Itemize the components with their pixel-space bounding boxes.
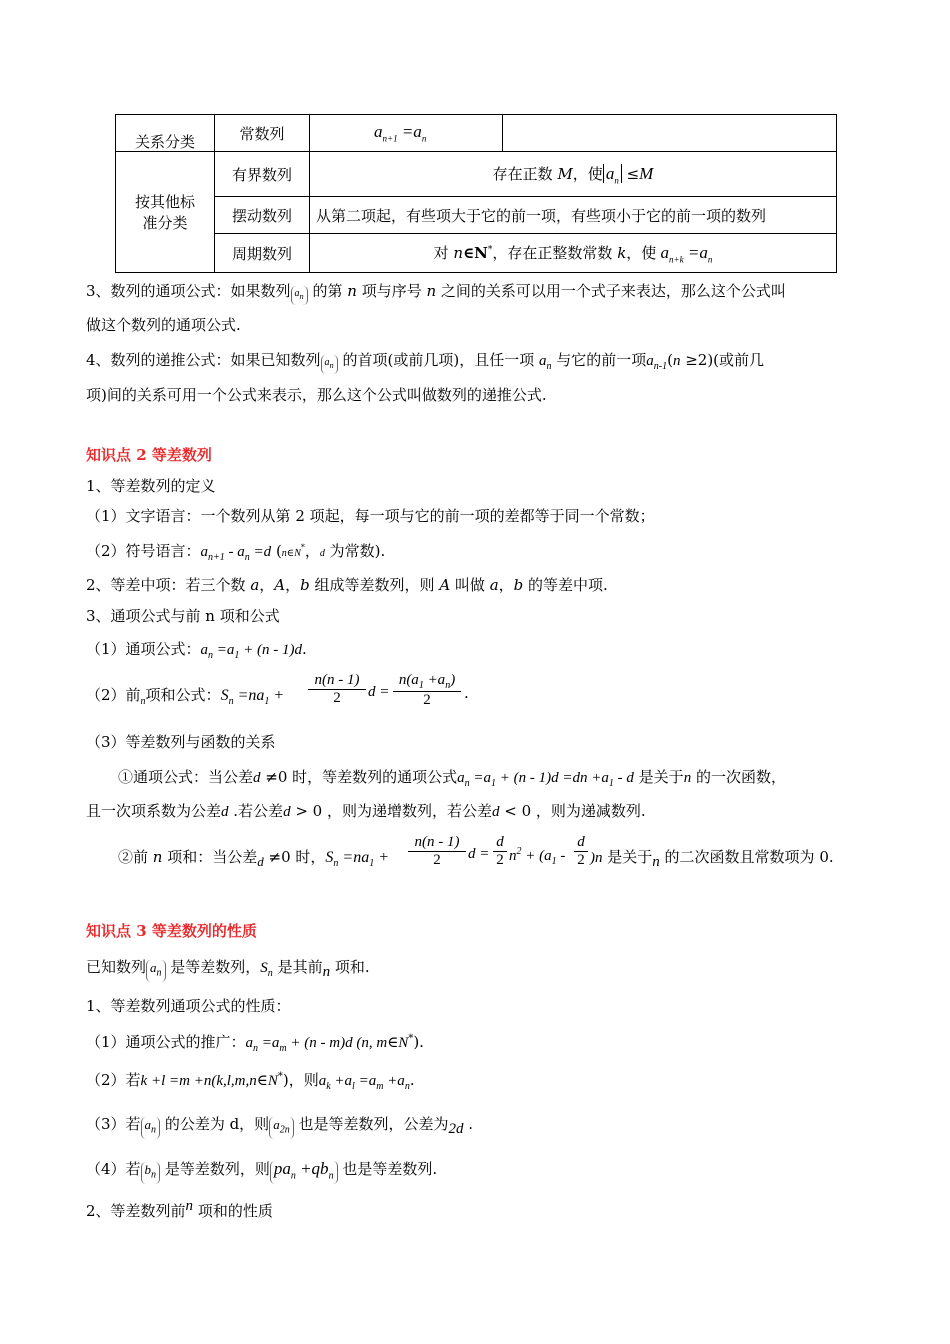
k2-s3: 3、通项公式与前 n 项和公式 [86,607,280,625]
empty-cell [503,115,837,152]
k2-s3c1-line1: ①通项公式：当公差d ≠0 时，等差数列的通项公式$a_n =a_1 + (n - 1)d =dn +a_1 - d$ 是关于n 的一次函数， [118,768,786,789]
p4-line2: 项)间的关系可用一个公式来表示，那么这个公式叫做数列的递推公式. [86,386,547,404]
k2-s1b: （2）符号语言：$a_{n+1} - a_n =d$ (n∈N*，d 为常数). [86,542,386,563]
k3-s1: 1、等差数列通项公式的性质： [86,997,291,1015]
oscillating-seq-cell: 摆动数列 [215,197,310,234]
constant-formula-cell [310,115,503,152]
s3c2-mid1: d = [468,846,490,862]
k3-s1b: （2）若k +l =m +n(k,l,m,n∈N*)，则$a_k +a_l =a_m +a_n$. [86,1071,415,1092]
periodic-desc: 对 n∈N*，存在正整数常数 k，使 $a_{n+k} =a_n$ [433,242,713,265]
k2-s1a: （1）文字语言：一个数列从第 2 项起，每一项与它的前一项的差都等于同一个常数； [86,507,655,525]
bounded-seq-cell: 有界数列 [215,152,310,197]
other-class-cell: 按其他标 准分类 [116,152,215,273]
periodic-seq-cell: 周期数列 [215,234,310,273]
s3b-frac1: n(n - 1) 2 [308,672,366,707]
s3c2-frac2: d 2 [493,834,507,869]
k2-s3c1-line2: 且一次项系数为公差d .若公差d > 0 ，则为递增数列，若公差d < 0 ，则为递减数列. [86,802,646,820]
p4-line1: 4、数列的递推公式：如果已知数列 $a_n$ 的首项(或前几项)，且任一项 $a_n$ 与它的前一项$a_{n-1}(n \ge 2)$(或前几 [86,351,765,372]
k3-s1d: （4）若 $b_n$ 是等差数列，则 $pa_n +qb_n$ 也是等差数列. [86,1158,437,1184]
s3b-end: . [464,684,469,702]
periodic-desc-cell [310,234,837,273]
k3-intro: 已知数列 $a_n$ 是等差数列，$S_n$ 是其前$_n$ 项和. [86,958,370,980]
k2-s3c: （3）等差数列与函数的关系 [86,733,276,751]
k3-s2: 2、等差数列前$^n$ 项和的性质 [86,1198,273,1220]
s3c2-frac3: d 2 [574,834,588,869]
constant-formula: $a_{n+1} =a_n$ [374,122,427,144]
p3-line1: 3、数列的通项公式：如果数列 $a_n$ 的第 n 项与序号 n 之间的关系可以用一个式子来表达，那么这个公式叫 [86,280,786,305]
rel-class-cell: 关系分类 [116,115,215,152]
k2-s3c2-a: ②前 n 项和：当公差$_d$ ≠0 时，$S_n =na_1$ + [118,848,389,870]
k2-s3a: （1）通项公式：$a_n =a_1 + (n - 1)d$. [86,640,307,661]
k2-s3b: （2）前$_n$项和公式：$S_n =na_1$ + [86,686,285,708]
k3-title: 知识点 3 等差数列的性质 [86,922,257,940]
bounded-desc-cell [310,152,837,197]
k2-s2: 2、等差中项：若三个数 a，A，b 组成等差数列，则 A 叫做 a，b 的等差中项. [86,576,608,594]
k2-s3c2-b: )n 是关于$_n$ 的二次函数且常数项为 0. [590,848,834,870]
oscillating-desc-cell: 从第二项起，有些项大于它的前一项，有些项小于它的前一项的数列 [310,197,837,234]
k2-title: 知识点 2 等差数列 [86,446,212,464]
k2-s1: 1、等差数列的定义 [86,477,216,495]
s3c2-mid2: $n^2 + (a_1$ - [509,846,566,867]
bounded-desc: 存在正数 M，使 $a_n \le M$ [492,163,654,186]
classification-table [115,114,837,273]
s3c2-frac1: n(n - 1) 2 [408,834,466,869]
s3b-frac2: $n(a_1 +a_n)$ 2 [393,672,461,709]
p3-line2: 做这个数列的通项公式. [86,316,241,334]
k3-s1a: （1）通项公式的推广：$a_n =a_m + (n - m)d$ (n, m∈N*). [86,1033,424,1054]
k3-s1c: （3）若 $a_n$ 的公差为 d，则 $a_{2n}$ 也是等差数列，公差为$_{2d}$ . [86,1115,474,1137]
s3b-mid: d = [368,684,390,700]
constant-seq-cell: 常数列 [215,115,310,152]
